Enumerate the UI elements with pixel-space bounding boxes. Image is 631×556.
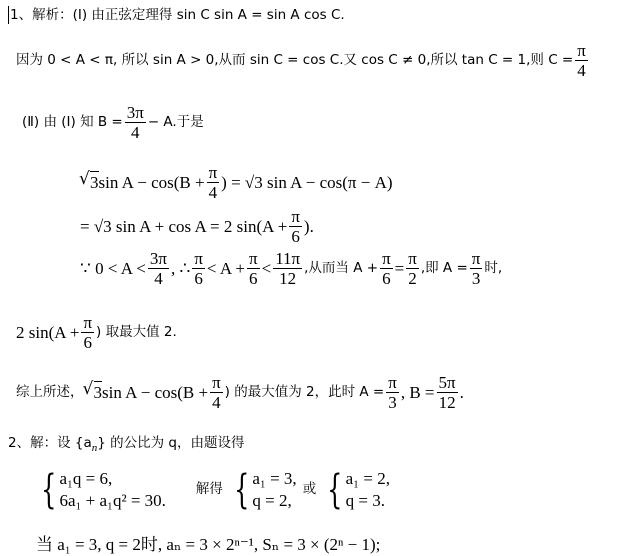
left-brace: { [41, 467, 57, 513]
max-frac [81, 314, 94, 351]
max-a: 2 sin(A + [16, 323, 80, 342]
eq3-c: < A + [206, 259, 245, 278]
eq3-frac7-num: π [471, 249, 481, 268]
text-cursor [8, 6, 9, 24]
eq3-frac3-num: π [249, 249, 258, 268]
eq2-frac-den: 6 [291, 227, 300, 246]
summary-sqrt-3: √ 3 [84, 384, 103, 401]
frac-B [125, 104, 146, 141]
eq3-frac2 [192, 250, 205, 287]
summary-d2: , B = [400, 383, 435, 402]
problem-2-lead [8, 436, 245, 454]
sqrt-3: √ 3 [80, 174, 99, 191]
frac-B-den: 4 [131, 123, 140, 142]
summary-frac-B-num: 5π [438, 373, 456, 392]
eq3-h: 时, [484, 259, 503, 276]
summary-line [16, 374, 464, 411]
eq3-frac4-num: 11π [275, 249, 301, 268]
eq3-frac5 [380, 250, 393, 287]
equation-2 [80, 208, 314, 245]
system-given-row1: a₁q = 6, [59, 469, 113, 488]
left-brace: { [234, 467, 250, 513]
solution-1-row1: a₁ = 3, [252, 469, 297, 488]
eq3-frac3-den: 6 [249, 269, 258, 288]
max-frac-den: 6 [83, 333, 92, 352]
problem-2-final [36, 536, 380, 553]
eq2-b: ). [303, 217, 314, 236]
eq2-frac [289, 208, 302, 245]
problem-1-lead: 解析：(Ⅰ) 由正弦定理得 sin C sin A = sin A cos C. [32, 7, 345, 23]
eq3-frac2-num: π [194, 249, 203, 268]
frac-C-den: 4 [577, 61, 586, 80]
eq3-frac7 [470, 250, 483, 287]
eq3-d: < [261, 259, 272, 278]
line-tanC [16, 42, 590, 79]
eq3-frac6-num: π [408, 249, 417, 268]
eq3-frac1-num: 3π [149, 249, 167, 268]
summary-frac-den: 4 [212, 393, 221, 412]
eq1-frac-num: π [208, 163, 218, 182]
max-frac-num: π [83, 313, 93, 332]
part-2-lead-text: (Ⅱ) 由 (Ⅰ) 知 B = [22, 113, 123, 130]
eq3-frac5-num: π [382, 249, 391, 268]
eq3-frac2-den: 6 [194, 269, 203, 288]
eq3-a: ∵ 0 < A < [80, 259, 146, 278]
frac-C-num: π [577, 41, 586, 60]
eq3-b: , ∴ [171, 259, 191, 278]
summary-c: ) 的最大值为 2，此时 A = [224, 383, 385, 400]
system-given-row2: 6a₁ + a₁q² = 30. [59, 491, 166, 510]
eq3-frac6-den: 2 [408, 269, 417, 288]
max-value-line [16, 314, 177, 351]
summary-frac-B-den: 12 [438, 393, 456, 412]
solution-1-row2: q = 2, [252, 491, 292, 510]
equation-1 [80, 164, 393, 201]
max-b: ) 取最大值 2. [96, 323, 177, 340]
problem-2-lead-a: 2、解：设 {a [8, 435, 92, 451]
solve-label: 解得 [195, 481, 223, 498]
eq3-e: ,从而当 A + [304, 259, 379, 276]
summary-frac [210, 374, 223, 411]
system-given [36, 467, 166, 513]
summary-frac-A-den: 3 [388, 393, 397, 412]
frac-B-num: 3π [126, 103, 144, 122]
eq3-frac5-den: 6 [382, 269, 391, 288]
problem-2-lead-sub: n [91, 441, 98, 454]
eq3-frac6 [406, 250, 419, 287]
equation-systems [36, 467, 390, 513]
frac-C [575, 42, 588, 79]
problem-1-number: 1、 [10, 7, 33, 23]
eq1-left: sin A − cos(B + [98, 173, 205, 192]
eq3-frac3 [247, 250, 260, 287]
equation-3 [80, 250, 502, 287]
solution-2-row1: a₁ = 2, [345, 469, 390, 488]
summary-frac-A [386, 374, 399, 411]
or-label: 或 [302, 481, 317, 498]
eq1-frac-den: 4 [208, 183, 218, 202]
solution-2-row2: q = 3. [345, 491, 385, 510]
part-2-lead [22, 104, 204, 141]
solution-2 [322, 467, 390, 513]
eq3-f: = [394, 259, 405, 278]
summary-a: 综上所述， [16, 383, 84, 400]
eq3-frac1-den: 4 [154, 269, 163, 288]
summary-b: sin A − cos(B + [102, 383, 209, 402]
problem-2-final-text: 当 a₁ = 3, q = 2时, aₙ = 3 × 2ⁿ⁻¹, Sₙ = 3 × (2ⁿ − 1); [36, 535, 381, 554]
eq2-a: = √3 sin A + cos A = 2 sin(A + [80, 217, 288, 236]
summary-frac-A-num: π [388, 373, 397, 392]
part-2-tail: − A.于是 [147, 113, 204, 130]
eq3-frac4 [273, 250, 302, 287]
solution-1 [229, 467, 297, 513]
eq3-frac4-den: 12 [279, 269, 297, 288]
summary-end: . [459, 383, 464, 402]
eq1-right: ) = √3 sin A − cos(π − A) [221, 173, 393, 192]
left-brace: { [327, 467, 343, 513]
problem-2-lead-tail: } 的公比为 q，由题设得 [97, 435, 245, 451]
summary-frac-B [437, 374, 458, 411]
eq3-g: ,即 A = [420, 259, 468, 276]
problem-1-heading [10, 8, 345, 23]
eq1-frac [207, 164, 220, 201]
summary-frac-num: π [212, 373, 221, 392]
line-tanC-text: 因为 0 < A < π, 所以 sin A > 0,从而 sin C = cos C.又 cos C ≠ 0,所以 tan C = 1,则 C = [16, 51, 574, 68]
eq2-frac-num: π [291, 207, 300, 226]
eq3-frac7-den: 3 [471, 269, 481, 288]
eq3-frac1 [148, 250, 169, 287]
